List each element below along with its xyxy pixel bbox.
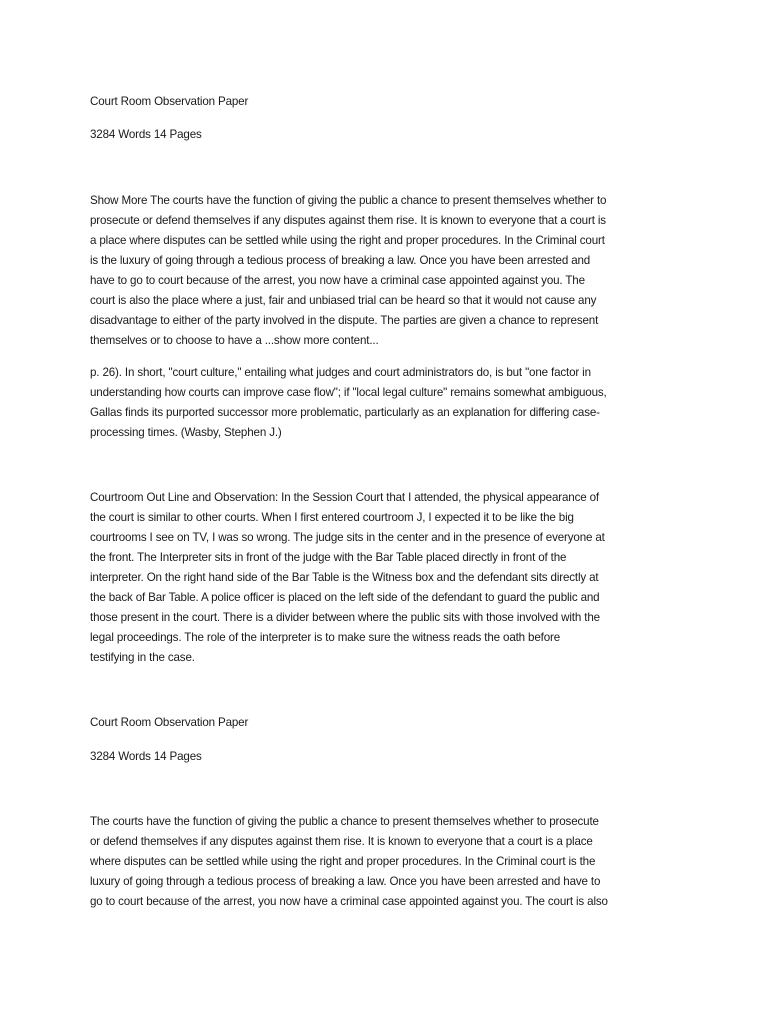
document-title: Court Room Observation Paper xyxy=(90,716,249,729)
text-line: have to go to court because of the arrest, you now have a criminal case appointed against you. The xyxy=(90,274,585,287)
text-line: The courts have the function of giving the public a chance to present themselves whether to prosecute xyxy=(90,815,599,828)
text-line: the court is similar to other courts. When I first entered courtroom J, I expected it to be like the big xyxy=(90,511,574,524)
text-line: go to court because of the arrest, you now have a criminal case appointed against you. The court is also xyxy=(90,895,608,908)
text-line: a place where disputes can be settled while using the right and proper procedures. In the Criminal court xyxy=(90,234,605,247)
text-line: p. 26). In short, "court culture," entailing what judges and court administrators do, is but "one factor in xyxy=(90,366,591,379)
text-line: legal proceedings. The role of the interpreter is to make sure the witness reads the oath before xyxy=(90,631,561,644)
text-line: processing times. (Wasby, Stephen J.) xyxy=(90,426,282,439)
text-line: disadvantage to either of the party involved in the dispute. The parties are given a chance to represent xyxy=(90,314,599,327)
document-meta: 3284 Words 14 Pages xyxy=(90,128,202,141)
text-line: luxury of going through a tedious process of breaking a law. Once you have been arrested and have to xyxy=(90,875,601,888)
text-line: court is also the place where a just, fair and unbiased trial can be heard so that it would not cause any xyxy=(90,294,597,307)
text-line: the back of Bar Table. A police officer is placed on the left side of the defendant to guard the public and xyxy=(90,591,600,604)
text-line: understanding how courts can improve case flow"; if "local legal culture" remains somewhat ambiguous, xyxy=(90,386,607,399)
text-line: interpreter. On the right hand side of the Bar Table is the Witness box and the defendant sits directly at xyxy=(90,571,599,584)
text-line: where disputes can be settled while using the right and proper procedures. In the Criminal court is the xyxy=(90,855,596,868)
text-line: is the luxury of going through a tedious process of breaking a law. Once you have been arrested and xyxy=(90,254,591,267)
text-line: or defend themselves if any disputes against them rise. It is known to everyone that a court is a place xyxy=(90,835,593,848)
text-line: Gallas finds its purported successor more problematic, particularly as an explanation for differing case- xyxy=(90,406,600,419)
text-line: themselves or to choose to have a ...show more content... xyxy=(90,334,379,347)
text-line: the front. The Interpreter sits in front of the judge with the Bar Table placed directly in front of the xyxy=(90,551,567,564)
text-line: Courtroom Out Line and Observation: In the Session Court that I attended, the physical appearance of xyxy=(90,491,599,504)
text-line: testifying in the case. xyxy=(90,651,195,664)
text-line: courtrooms I see on TV, I was so wrong. The judge sits in the center and in the presence of everyone at xyxy=(90,531,605,544)
text-line: Show More The courts have the function of giving the public a chance to present themselves whether to xyxy=(90,194,607,207)
text-line: those present in the court. There is a divider between where the public sits with those involved with the xyxy=(90,611,600,624)
document-meta: 3284 Words 14 Pages xyxy=(90,750,202,763)
text-line: prosecute or defend themselves if any disputes against them rise. It is known to everyone that a court is xyxy=(90,214,606,227)
document-title: Court Room Observation Paper xyxy=(90,95,249,108)
